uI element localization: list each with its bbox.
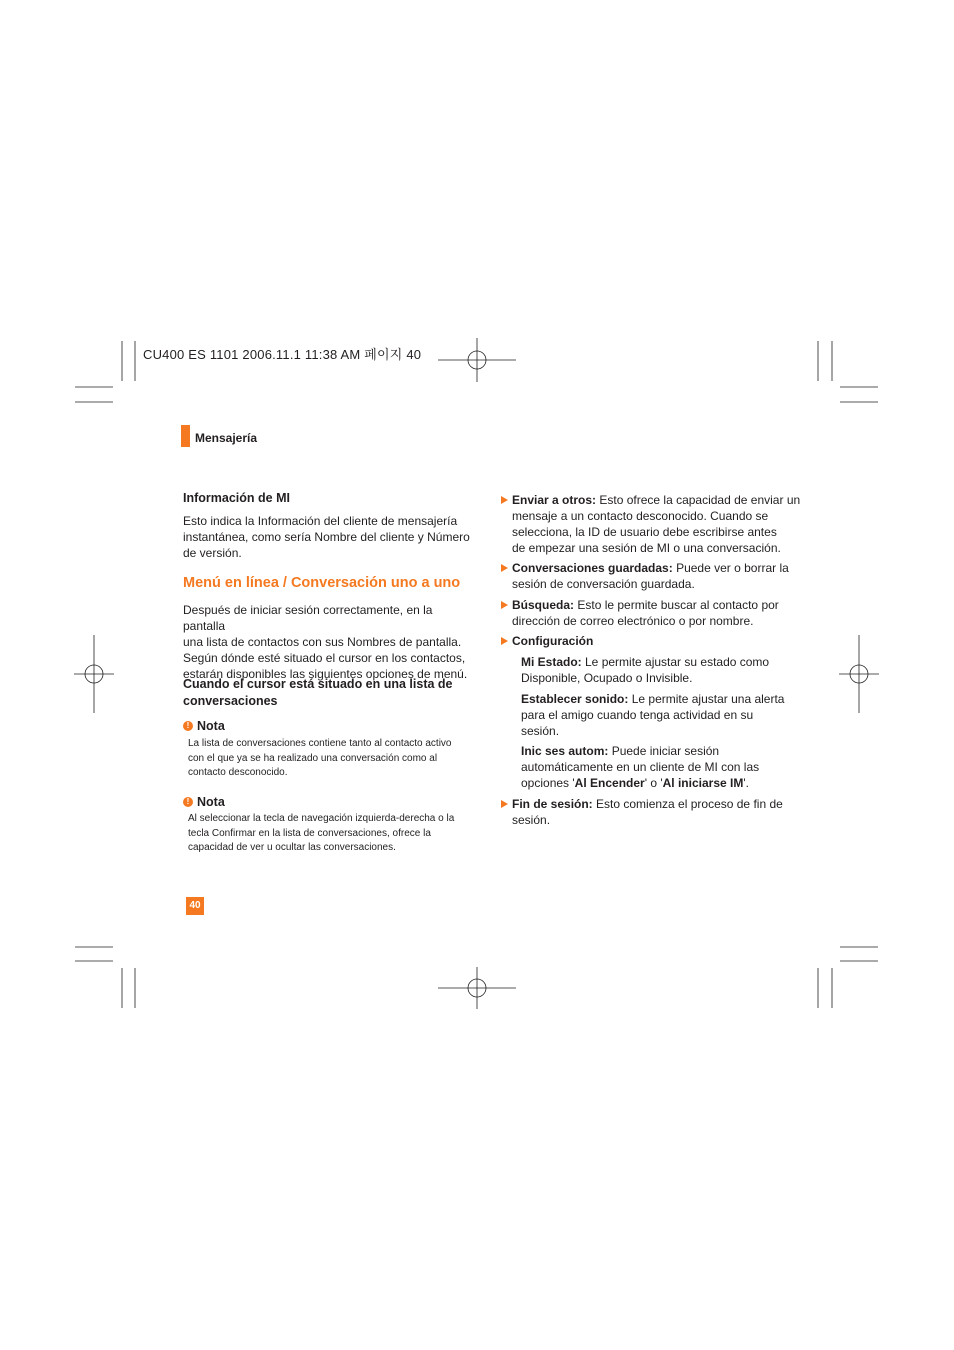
item-busqueda: Búsqueda: Esto le permite buscar al contacto por dirección de correo electrónico o por nombre. xyxy=(512,597,802,629)
sub-establecer-sonido: Establecer sonido: Le permite ajustar una alerta para el amigo cuando tenga actividad en su sesión. xyxy=(521,692,785,738)
arrow-right-icon xyxy=(501,637,508,645)
arrow-right-icon xyxy=(501,496,508,504)
item-configuracion: Configuración xyxy=(512,633,802,649)
arrow-right-icon xyxy=(501,800,508,808)
page-number: 40 xyxy=(186,897,204,915)
menu-heading: Menú en línea / Conversación uno a uno xyxy=(183,575,461,591)
menu-body: Después de iniciar sesión correctamente, en la pantalla una lista de contactos con sus Nombres de pantalla. Según dónde esté situado el cursor en los contactos, estarán disponibles las siguientes opciones de menú. xyxy=(183,603,468,681)
note-title: Nota xyxy=(197,795,225,809)
info-heading: Información de MI xyxy=(183,491,290,505)
item-guardadas: Conversaciones guardadas: Puede ver o borrar la sesión de conversación guardada. xyxy=(512,560,802,592)
item-fin-sesion: Fin de sesión: Esto comienza el proceso de fin de sesión. xyxy=(512,796,802,828)
exclamation-icon: ! xyxy=(183,797,193,807)
print-slug: CU400 ES 1101 2006.11.1 11:38 AM 페이지 40 xyxy=(143,347,422,362)
info-body: Esto indica la Información del cliente de mensajería instantánea, como sería Nombre del cliente y Número de versión. xyxy=(183,514,470,560)
arrow-right-icon xyxy=(501,564,508,572)
note-1 xyxy=(183,719,225,733)
cursor-heading: Cuando el cursor está situado en una lista de conversaciones xyxy=(183,677,453,708)
exclamation-icon: ! xyxy=(183,721,193,731)
registration-mark-left xyxy=(74,635,114,713)
arrow-right-icon xyxy=(501,601,508,609)
sub-mi-estado: Mi Estado: Le permite ajustar su estado como Disponible, Ocupado o Invisible. xyxy=(521,655,770,685)
section-marker xyxy=(181,425,190,447)
note-title: Nota xyxy=(197,719,225,733)
registration-mark-top xyxy=(438,338,516,382)
note-1-body: La lista de conversaciones contiene tanto al contacto activo con el que ya se ha realizado una conversación como al contacto desconocido. xyxy=(188,738,452,778)
item-enviar: Enviar a otros: Esto ofrece la capacidad de enviar un mensaje a un contacto desconocido. Cuando se selecciona, la ID de usuario debe escribirse antes de empezar una sesión de MI o una conversación. xyxy=(512,492,802,556)
registration-mark-bottom xyxy=(438,967,516,1009)
section-title: Mensajería xyxy=(195,431,258,445)
registration-mark-right xyxy=(839,635,879,713)
note-2 xyxy=(183,795,225,809)
note-2-body: Al seleccionar la tecla de navegación izquierda-derecha o la tecla Confirmar en la lista de conversaciones, ofrece la capacidad de ver u ocultar las conversaciones. xyxy=(188,813,455,853)
sub-inic-ses-autom: Inic ses autom: Puede iniciar sesión automáticamente en un cliente de MI con las opciones 'Al Encender' o 'Al iniciarse IM'. xyxy=(521,744,760,790)
